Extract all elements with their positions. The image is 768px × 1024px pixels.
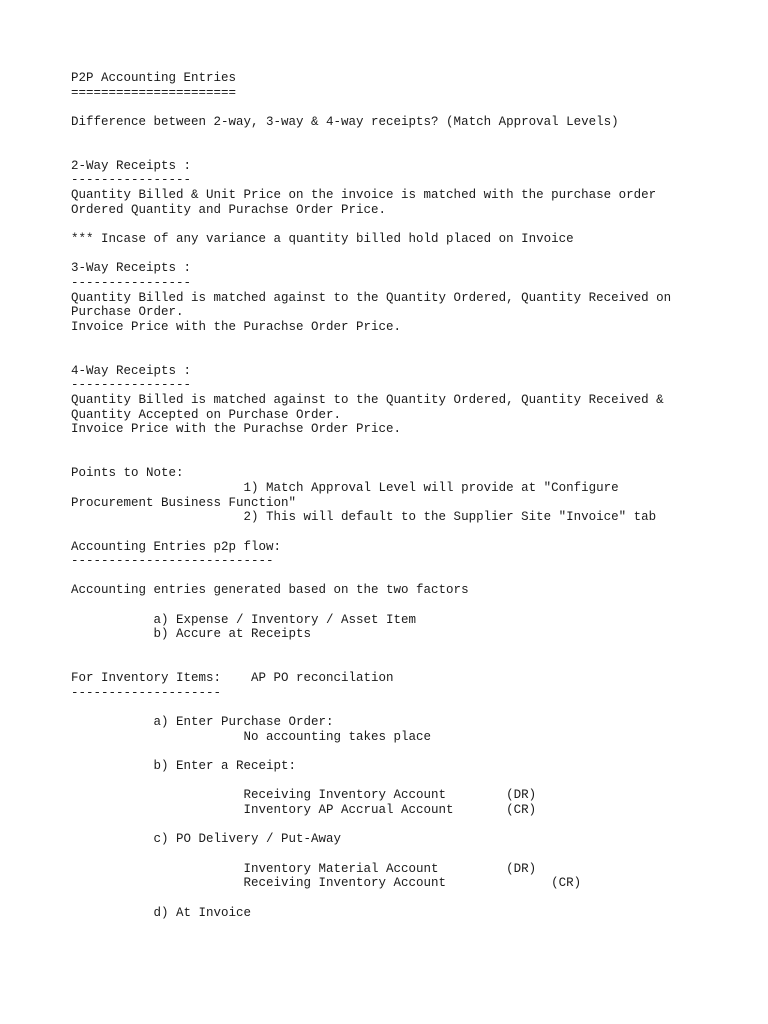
two-way-heading: 2-Way Receipts : <box>71 158 192 173</box>
journal-entry: Inventory AP Accrual Account (CR) <box>71 803 537 818</box>
four-way-text: Quantity Billed is matched against to the Quantity Ordered, Quantity Received & <box>71 393 664 408</box>
question-line: Difference between 2-way, 3-way & 4-way receipts? (Match Approval Levels) <box>71 114 619 129</box>
blank-line <box>71 774 761 789</box>
blank-line <box>71 744 761 759</box>
point-item: 1) Match Approval Level will provide at "Configure <box>71 480 619 495</box>
blank-line <box>71 144 761 159</box>
step-item: c) PO Delivery / Put-Away <box>71 832 342 847</box>
two-way-text: Ordered Quantity and Purachse Order Price. <box>71 202 387 217</box>
blank-line <box>71 818 761 833</box>
step-detail: No accounting takes place <box>71 729 432 744</box>
journal-entry: Receiving Inventory Account (DR) <box>71 788 537 803</box>
blank-line <box>71 100 761 115</box>
three-way-heading: 3-Way Receipts : <box>71 261 192 276</box>
blank-line <box>71 847 761 862</box>
point-item: 2) This will default to the Supplier Site "Invoice" tab <box>71 510 657 525</box>
title-underline: ====================== <box>71 85 237 100</box>
blank-line <box>71 525 761 540</box>
factor-item: b) Accure at Receipts <box>71 627 312 642</box>
point-item: Procurement Business Function" <box>71 495 297 510</box>
blank-line <box>71 891 761 906</box>
entries-heading: Accounting Entries p2p flow: <box>71 539 282 554</box>
step-item: a) Enter Purchase Order: <box>71 715 334 730</box>
points-heading: Points to Note: <box>71 466 184 481</box>
three-way-text: Quantity Billed is matched against to the Quantity Ordered, Quantity Received on <box>71 290 672 305</box>
step-item: d) At Invoice <box>71 905 252 920</box>
four-way-text: Invoice Price with the Purachse Order Price. <box>71 422 402 437</box>
factor-item: a) Expense / Inventory / Asset Item <box>71 612 417 627</box>
blank-line <box>71 642 761 657</box>
journal-entry: Inventory Material Account (DR) <box>71 861 537 876</box>
inventory-underline: -------------------- <box>71 685 222 700</box>
journal-entry: Receiving Inventory Account (CR) <box>71 876 582 891</box>
blank-line <box>71 247 761 262</box>
entries-underline: --------------------------- <box>71 554 274 569</box>
four-way-text: Quantity Accepted on Purchase Order. <box>71 407 342 422</box>
four-way-heading: 4-Way Receipts : <box>71 363 192 378</box>
blank-line <box>71 701 761 716</box>
document-page <box>71 71 761 920</box>
blank-line <box>71 217 761 232</box>
three-way-underline: ---------------- <box>71 275 192 290</box>
three-way-text: Purchase Order. <box>71 305 184 320</box>
blank-line <box>71 452 761 467</box>
three-way-text: Invoice Price with the Purachse Order Price. <box>71 319 402 334</box>
blank-line <box>71 437 761 452</box>
blank-line <box>71 130 761 145</box>
step-item: b) Enter a Receipt: <box>71 759 297 774</box>
blank-line <box>71 598 761 613</box>
entries-text: Accounting entries generated based on the two factors <box>71 583 469 598</box>
blank-line <box>71 657 761 672</box>
four-way-underline: ---------------- <box>71 378 192 393</box>
variance-note: *** Incase of any variance a quantity billed hold placed on Invoice <box>71 232 574 247</box>
inventory-heading: For Inventory Items: AP PO reconcilation <box>71 671 394 686</box>
two-way-underline: ---------------- <box>71 173 192 188</box>
two-way-text: Quantity Billed & Unit Price on the invoice is matched with the purchase order <box>71 188 657 203</box>
blank-line <box>71 335 761 350</box>
doc-title: P2P Accounting Entries <box>71 71 237 85</box>
blank-line <box>71 569 761 584</box>
blank-line <box>71 349 761 364</box>
